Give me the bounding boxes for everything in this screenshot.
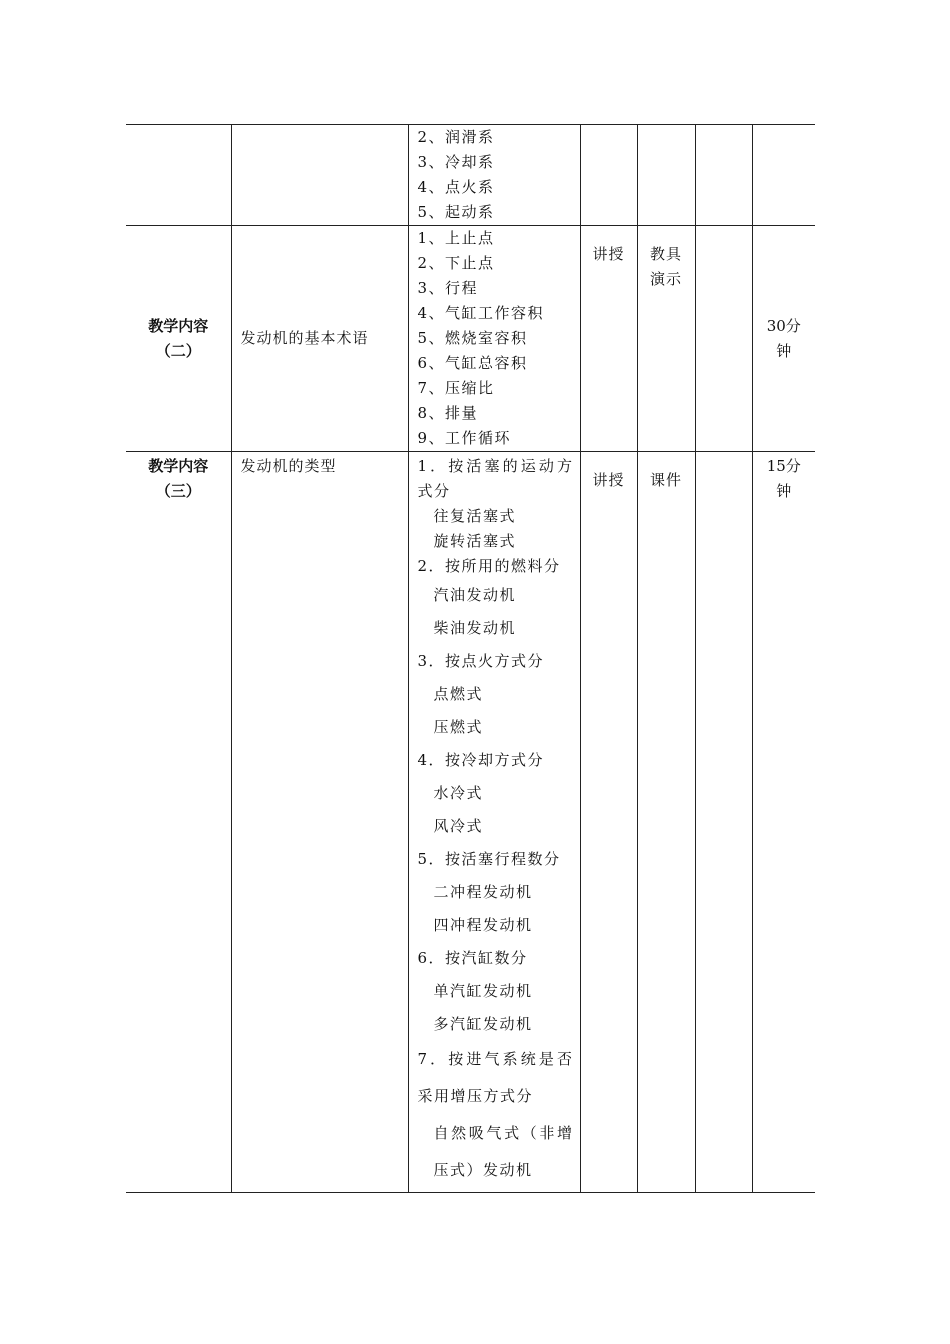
point-line: 压式）发动机 — [433, 1161, 533, 1179]
point-line: 1、上止点 — [417, 229, 495, 247]
point-line: 6．按汽缸数分 — [417, 949, 528, 967]
point-line: 1．按活塞的运动方 — [417, 457, 574, 475]
aids-line: 演示 — [649, 270, 682, 288]
section-cell — [126, 452, 231, 1193]
table-row — [126, 226, 815, 452]
points-cell — [408, 452, 580, 1193]
point-line: 二冲程发动机 — [433, 883, 533, 901]
point-line: 风冷式 — [433, 817, 484, 835]
duration-cell — [752, 125, 815, 226]
point-line: 5、燃烧室容积 — [417, 329, 528, 347]
aids-cell: 课件 — [637, 452, 695, 1193]
point-line: 采用增压方式分 — [417, 1087, 534, 1105]
topic-cell — [231, 125, 408, 226]
points-cell — [408, 226, 580, 452]
point-line: 5．按活塞行程数分 — [417, 850, 561, 868]
point-line: 7、压缩比 — [417, 379, 495, 397]
method-cell: 讲授 — [580, 226, 637, 452]
point-line: 四冲程发动机 — [433, 916, 533, 934]
point-line: 单汽缸发动机 — [433, 982, 533, 1000]
duration-cell — [752, 452, 815, 1193]
point-line: 2．按所用的燃料分 — [417, 557, 561, 575]
blank-cell — [695, 125, 752, 226]
point-line: 汽油发动机 — [433, 586, 517, 604]
duration-cell — [752, 226, 815, 452]
point-line: 3、行程 — [417, 279, 479, 297]
method-cell — [580, 125, 637, 226]
point-line: 水冷式 — [433, 784, 484, 802]
point-line: 3、冷却系 — [417, 153, 495, 171]
section-cell — [126, 125, 231, 226]
blank-cell — [695, 226, 752, 452]
point-line: 8、排量 — [417, 404, 479, 422]
point-line: 5、起动系 — [417, 203, 495, 221]
point-line: 柴油发动机 — [433, 619, 517, 637]
section-cell — [126, 226, 231, 452]
point-line: 9、工作循环 — [417, 429, 512, 447]
point-line: 点燃式 — [433, 685, 484, 703]
duration-value: 30分 — [766, 316, 801, 335]
point-line: 式分 — [417, 482, 451, 500]
point-line: 6、气缸总容积 — [417, 354, 528, 372]
aids-cell — [637, 226, 695, 452]
point-line: 多汽缸发动机 — [433, 1015, 533, 1033]
method-cell: 讲授 — [580, 452, 637, 1193]
duration-unit: 钟 — [776, 341, 792, 360]
point-line: 4、点火系 — [417, 178, 495, 196]
point-line: 压燃式 — [433, 718, 484, 736]
section-label: 教学内容 — [148, 316, 209, 335]
point-line: 往复活塞式 — [433, 507, 517, 525]
point-line: 旋转活塞式 — [433, 532, 517, 550]
point-line: 4．按冷却方式分 — [417, 751, 545, 769]
section-label: 教学内容 — [148, 457, 209, 475]
table-row — [126, 125, 815, 226]
aids-line: 教具 — [649, 245, 682, 263]
point-line: 3．按点火方式分 — [417, 652, 545, 670]
point-line: 自然吸气式（非增 — [433, 1124, 574, 1142]
table-row — [126, 452, 815, 1193]
topic-cell: 发动机的基本术语 — [231, 226, 408, 452]
duration-unit: 钟 — [776, 482, 792, 500]
point-line: 2、下止点 — [417, 254, 495, 272]
point-line: 7．按进气系统是否 — [417, 1050, 574, 1068]
topic-cell: 发动机的类型 — [231, 452, 408, 1193]
points-cell — [408, 125, 580, 226]
duration-value: 15分 — [766, 457, 801, 475]
point-line: 4、气缸工作容积 — [417, 304, 545, 322]
lesson-plan-table — [126, 124, 815, 1193]
point-line: 2、润滑系 — [417, 128, 495, 146]
section-number: （二） — [155, 341, 201, 360]
blank-cell — [695, 452, 752, 1193]
section-number: （三） — [155, 482, 201, 500]
aids-cell — [637, 125, 695, 226]
